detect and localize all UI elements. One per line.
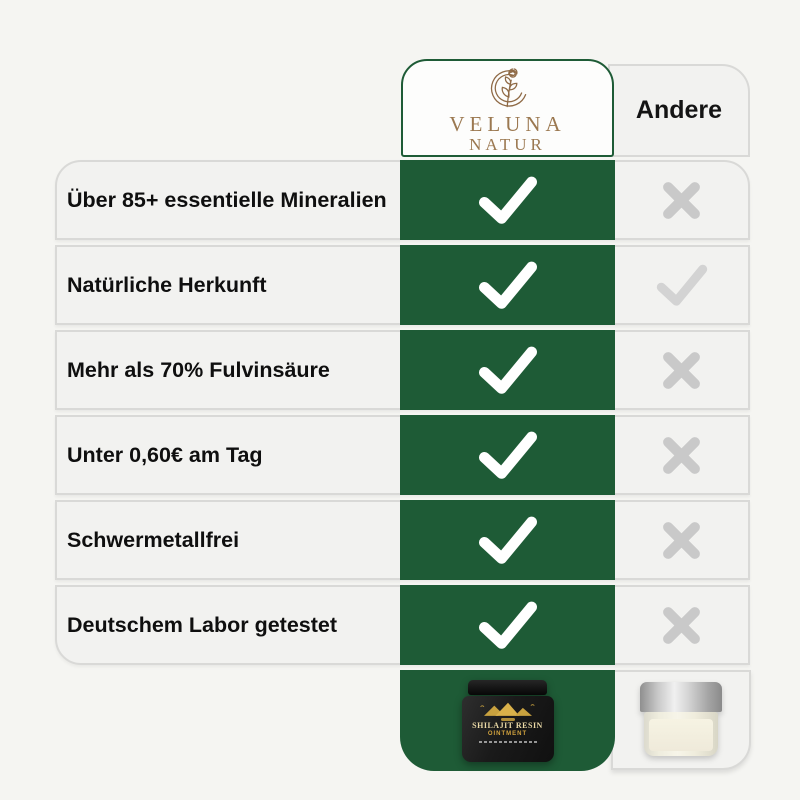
andere-cell xyxy=(615,502,748,578)
check-icon xyxy=(476,345,540,396)
jar-label xyxy=(462,696,554,762)
feature-label: Unter 0,60€ am Tag xyxy=(67,442,263,467)
x-icon xyxy=(658,432,705,479)
veluna-product-cell xyxy=(400,670,615,771)
x-icon xyxy=(658,517,705,564)
andere-header-label: Andere xyxy=(635,96,723,124)
feature-label: Über 85+ essentielle Mineralien xyxy=(67,187,387,212)
check-icon xyxy=(476,430,540,481)
andere-header-card xyxy=(608,64,750,157)
andere-cell xyxy=(615,247,748,323)
veluna-cell xyxy=(400,585,615,665)
brand-name-sub: NATUR xyxy=(469,135,546,155)
check-icon xyxy=(476,175,540,226)
jar-cream-content xyxy=(649,719,714,751)
cream-jar-image xyxy=(640,682,722,758)
jar-silver-lid xyxy=(640,682,722,712)
veluna-cell xyxy=(400,245,615,325)
feature-label: Natürliche Herkunft xyxy=(67,272,267,297)
jar-brand-mark xyxy=(501,718,515,721)
x-icon xyxy=(658,602,705,649)
x-icon xyxy=(658,347,705,394)
check-icon xyxy=(476,600,540,651)
crescent-flower-icon xyxy=(484,65,532,113)
feature-label: Mehr als 70% Fulvinsäure xyxy=(67,357,330,382)
comparison-row xyxy=(55,585,750,665)
gray-check-icon xyxy=(654,263,710,308)
check-icon xyxy=(476,260,540,311)
jar-title: SHILAJIT RESIN xyxy=(472,720,543,730)
jar-fine-print xyxy=(479,741,537,743)
andere-cell xyxy=(615,162,748,238)
veluna-cell xyxy=(400,330,615,410)
jar-lid xyxy=(468,680,547,695)
brand-name: VELUNA xyxy=(449,112,566,136)
comparison-row xyxy=(55,330,750,410)
jar-glass-body xyxy=(644,712,718,756)
veluna-cell xyxy=(400,415,615,495)
andere-product-cell xyxy=(611,670,751,770)
feature-label: Schwermetallfrei xyxy=(67,527,240,552)
x-icon xyxy=(658,177,705,224)
veluna-cell xyxy=(400,500,615,580)
comparison-row xyxy=(55,500,750,580)
andere-cell xyxy=(615,332,748,408)
brand-logo-card xyxy=(401,59,614,157)
gold-mountains-icon xyxy=(479,701,537,717)
check-icon xyxy=(476,515,540,566)
shilajit-jar-image xyxy=(462,680,554,762)
comparison-row xyxy=(55,415,750,495)
feature-label: Deutschem Labor getestet xyxy=(67,612,338,637)
comparison-row xyxy=(55,245,750,325)
andere-cell xyxy=(615,417,748,493)
jar-subtitle: OINTMENT xyxy=(487,730,528,737)
andere-cell xyxy=(615,587,748,663)
veluna-cell xyxy=(400,160,615,240)
comparison-row xyxy=(55,160,750,240)
